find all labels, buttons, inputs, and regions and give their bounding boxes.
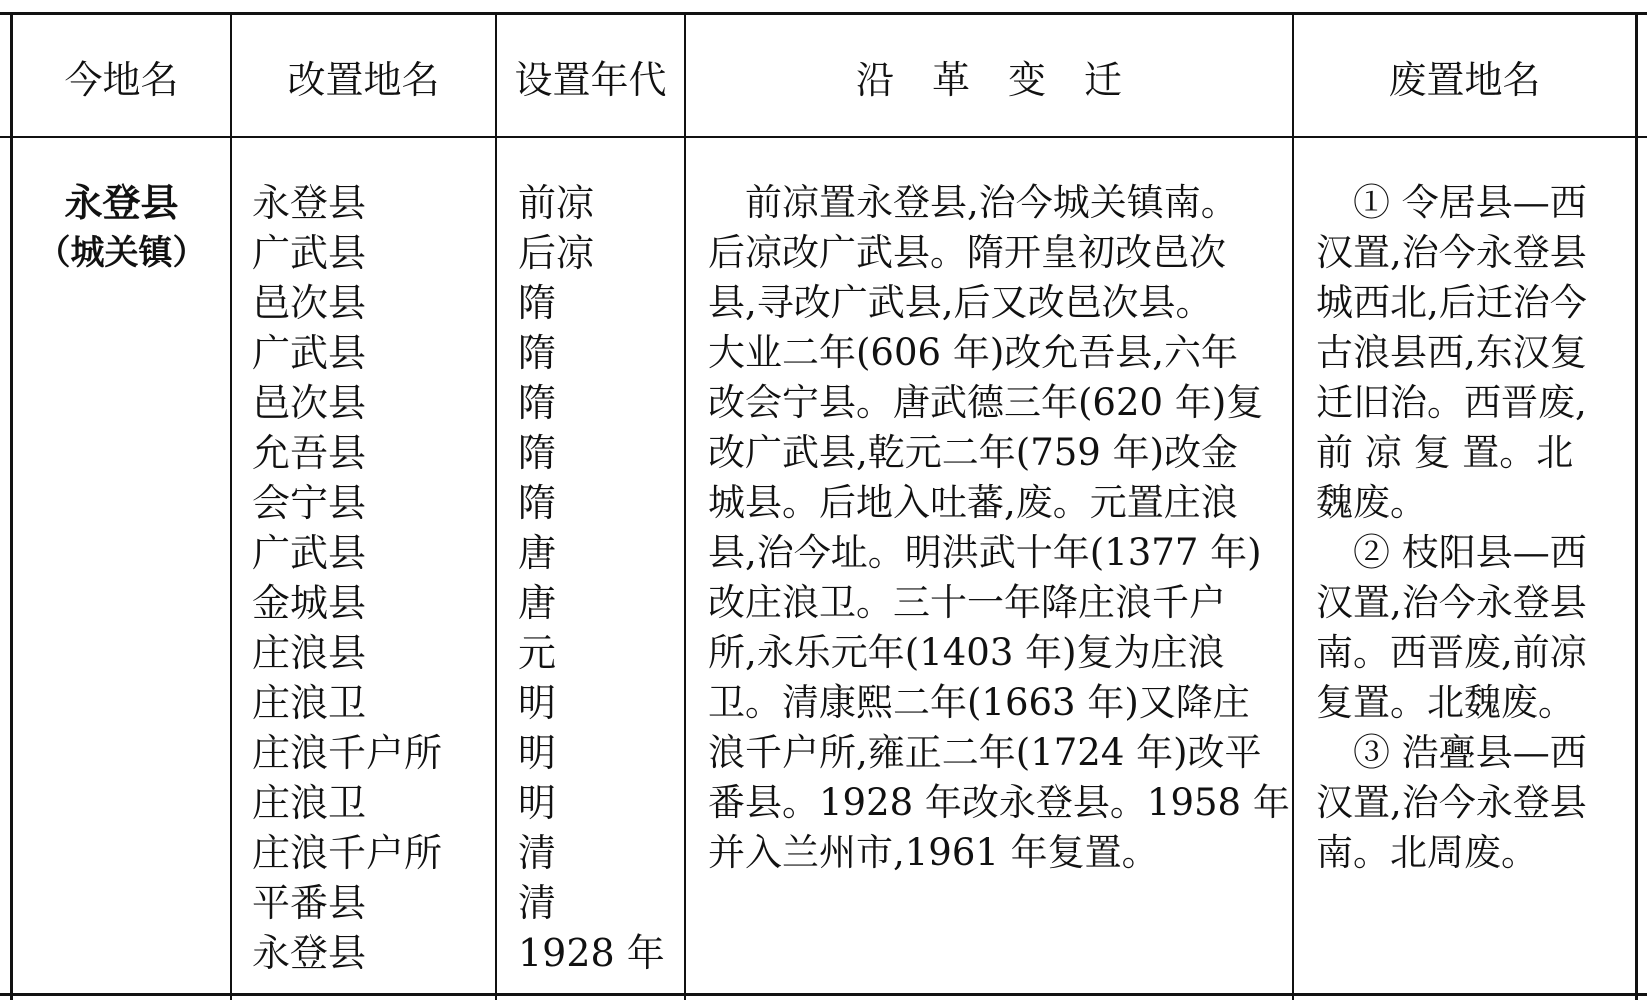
current-place-name: 永登县	[64, 180, 179, 225]
list-item: 广武县	[252, 531, 367, 575]
renamed-places-list	[252, 178, 492, 978]
list-item: 隋	[518, 281, 557, 325]
list-item: 庄浪卫	[252, 781, 367, 825]
list-item: 允吾县	[252, 431, 367, 475]
list-item: 庄浪县	[252, 631, 367, 675]
list-item: 后凉	[518, 231, 595, 275]
list-item: 明	[518, 681, 557, 725]
abolished-line: ① 令居县—西	[1316, 181, 1587, 224]
list-item: 隋	[518, 381, 557, 425]
header-history: 沿 革 变 迁	[855, 58, 1122, 102]
header-abolished-name: 废置地名	[1388, 58, 1541, 102]
list-item: 平番县	[252, 881, 367, 925]
column-divider-3	[684, 12, 686, 1000]
list-item: 广武县	[252, 331, 367, 375]
list-item: 元	[518, 631, 557, 675]
history-line: 县,寻改广武县,后又改邑次县。	[708, 281, 1213, 324]
column-divider-2	[495, 12, 497, 1000]
list-item: 清	[518, 831, 557, 875]
abolished-line: ② 枝阳县—西	[1316, 531, 1587, 574]
history-line: 前凉置永登县,治今城关镇南。	[708, 181, 1238, 224]
history-line: 浪千户所,雍正二年(1724 年)改平	[708, 731, 1262, 774]
list-item: 邑次县	[252, 281, 367, 325]
abolished-line: 南。北周废。	[1316, 831, 1538, 874]
list-item: 会宁县	[252, 481, 367, 525]
history-text	[708, 178, 1288, 878]
header-separator	[0, 136, 1647, 138]
list-item: 邑次县	[252, 381, 367, 425]
abolished-line: 城西北,后迁治今	[1316, 281, 1587, 324]
table-right-border	[1635, 12, 1638, 1000]
header-renamed-name: 改置地名	[287, 58, 440, 102]
abolished-line: 前 凉 复 置。北	[1316, 431, 1574, 474]
list-item: 庄浪千户所	[252, 731, 443, 775]
abolished-line: 迁旧治。西晋废,	[1316, 381, 1587, 424]
list-item: 清	[518, 881, 557, 925]
abolished-line: 复置。北魏废。	[1316, 681, 1575, 724]
history-line: 卫。清康熙二年(1663 年)又降庄	[708, 681, 1250, 724]
history-line: 大业二年(606 年)改允吾县,六年	[708, 331, 1239, 374]
header-established-era: 设置年代	[514, 58, 667, 102]
list-item: 明	[518, 731, 557, 775]
list-item: 隋	[518, 331, 557, 375]
abolished-line: 魏废。	[1316, 481, 1427, 524]
abolished-line: 汉置,治今永登县	[1316, 581, 1587, 624]
column-divider-1	[230, 12, 232, 1000]
column-divider-4	[1292, 12, 1294, 1000]
history-line: 改广武县,乾元二年(759 年)改金	[708, 431, 1239, 474]
abolished-line: 古浪县西,东汉复	[1316, 331, 1587, 374]
list-item: 唐	[518, 581, 557, 625]
history-line: 县,治今址。明洪武十年(1377 年)	[708, 531, 1262, 574]
table-top-border	[0, 12, 1647, 15]
current-place-subname: （城关镇）	[36, 233, 207, 273]
list-item: 1928 年	[518, 931, 665, 975]
history-line: 改庄浪卫。三十一年降庄浪千户	[708, 581, 1226, 624]
list-item: 永登县	[252, 931, 367, 975]
list-item: 明	[518, 781, 557, 825]
list-item: 隋	[518, 431, 557, 475]
list-item: 庄浪千户所	[252, 831, 443, 875]
abolished-line: 南。西晋废,前凉	[1316, 631, 1587, 674]
abolished-line: 汉置,治今永登县	[1316, 781, 1587, 824]
table-bottom-border	[0, 993, 1647, 996]
list-item: 唐	[518, 531, 557, 575]
history-line: 并入兰州市,1961 年复置。	[708, 831, 1159, 874]
list-item: 隋	[518, 481, 557, 525]
abolished-line: 汉置,治今永登县	[1316, 231, 1587, 274]
history-line: 番县。1928 年改永登县。1958 年	[708, 781, 1290, 824]
current-place-cell	[13, 178, 230, 278]
abolished-text	[1316, 178, 1634, 878]
eras-list	[518, 178, 683, 978]
abolished-line: ③ 浩亹县—西	[1316, 731, 1587, 774]
list-item: 金城县	[252, 581, 367, 625]
header-current-name: 今地名	[64, 58, 179, 102]
list-item: 前凉	[518, 181, 595, 225]
list-item: 庄浪卫	[252, 681, 367, 725]
list-item: 广武县	[252, 231, 367, 275]
history-line: 城县。后地入吐蕃,废。元置庄浪	[708, 481, 1238, 524]
history-line: 所,永乐元年(1403 年)复为庄浪	[708, 631, 1225, 674]
history-line: 后凉改广武县。隋开皇初改邑次	[708, 231, 1226, 274]
list-item: 永登县	[252, 181, 367, 225]
table-left-border	[10, 12, 13, 1000]
history-line: 改会宁县。唐武德三年(620 年)复	[708, 381, 1264, 424]
